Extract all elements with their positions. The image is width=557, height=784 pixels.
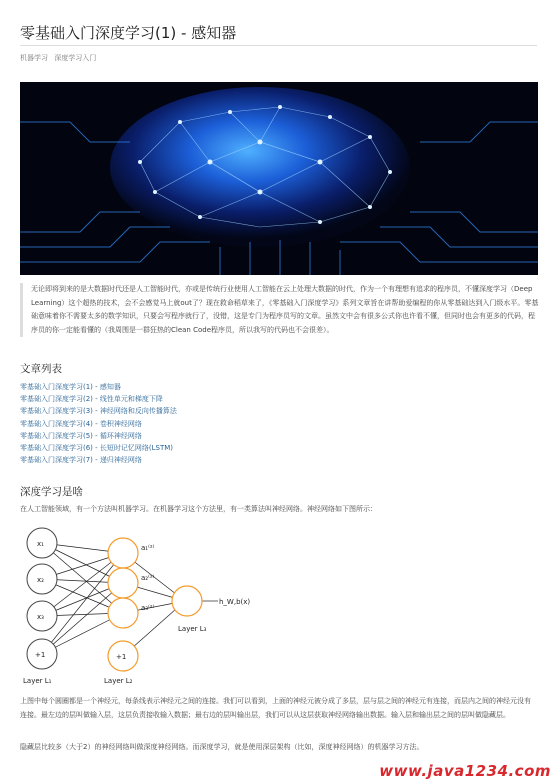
section-paragraph: 在人工智能领域，有一个方法叫机器学习。在机器学习这个方法里，有一类算法叫神经网络。神经网络如下图所示： xyxy=(20,505,377,513)
output-label: h_W,b(x) xyxy=(219,598,251,606)
toc-link[interactable]: 零基础入门深度学习(7) - 递归神经网络 xyxy=(20,456,142,465)
section-heading: 深度学习是啥 xyxy=(20,486,83,498)
toc-heading: 文章列表 xyxy=(20,363,62,375)
intro-quote: 无论即将到来的是大数据时代还是人工智能时代，亦或是传统行业使用人工智能在云上处理大数据的时代，作为一个有理想有追求的程序员，不懂深度学习（Deep Learning）这个超热的技术，会不会感觉马上就out了？现在救命稻草来了，《零基础入门深度学习》系列文章旨在讲帮助爱编程的你从零基础达到入门级水平。零基础意味着你不需要太多的数学知识，只要会写程序就行了，没错，这是专门为程序员写的文章。虽然文中会有很多公式你也许看不懂，但同时也会有更多的代码，程序员的你一定能看懂的（我周围是一群狂热的Clean Code程序员，所以我写的代码也不会很差）。 xyxy=(20,283,541,337)
hidden-neuron xyxy=(108,598,138,628)
hidden-label: a₂⁽²⁾ xyxy=(141,574,155,582)
hidden-label: +1 xyxy=(116,653,127,661)
page-title: 零基础入门深度学习(1) - 感知器 xyxy=(20,24,237,42)
tag-link[interactable]: 机器学习 xyxy=(20,54,48,62)
toc-link[interactable]: 零基础入门深度学习(4) - 卷积神经网络 xyxy=(20,419,142,428)
input-label: x₁ xyxy=(37,540,44,548)
title-divider xyxy=(20,45,537,46)
toc-link[interactable]: 零基础入门深度学习(5) - 循环神经网络 xyxy=(20,431,142,440)
output-neuron xyxy=(172,586,202,616)
layer-label: Layer L₃ xyxy=(178,625,207,633)
toc-link[interactable]: 零基础入门深度学习(3) - 神经网络和反向传播算法 xyxy=(20,407,177,416)
input-label: x₃ xyxy=(37,613,44,621)
site-watermark: www.java1234.com xyxy=(379,762,551,780)
section-paragraph: 隐藏层比较多（大于2）的神经网络叫做深度神经网络。而深度学习，就是使用深层架构（比如，深度神经网络）的机器学习方法。 xyxy=(20,743,424,751)
toc-link[interactable]: 零基础入门深度学习(2) - 线性单元和梯度下降 xyxy=(20,395,163,404)
tag-link[interactable]: 深度学习入门 xyxy=(54,54,97,62)
tag-list xyxy=(20,53,100,63)
hero-brain-circuit-image xyxy=(20,82,538,275)
section-paragraph: 上图中每个圆圈都是一个神经元，每条线表示神经元之间的连接。我们可以看到，上面的神经元被分成了多层，层与层之间的神经元有连接，而层内之间的神经元没有连接。最左边的层叫做输入层，这层负责接收输入数据；最右边的层叫输出层，我们可以从这层获取神经网络输出数据。输入层和输出层之间的层叫做隐藏层。 xyxy=(20,697,531,719)
hidden-neuron xyxy=(108,568,138,598)
hidden-label: a₁⁽²⁾ xyxy=(141,544,155,552)
input-label: x₂ xyxy=(37,576,44,584)
hidden-neuron xyxy=(108,538,138,568)
layer-label: Layer L₁ xyxy=(23,677,52,685)
toc-link[interactable]: 零基础入门深度学习(6) - 长短时记忆网络(LSTM) xyxy=(20,444,174,453)
neural-network-diagram xyxy=(20,521,265,686)
hidden-label: a₃⁽²⁾ xyxy=(141,604,155,612)
input-label: +1 xyxy=(35,651,46,659)
toc-link[interactable]: 零基础入门深度学习(1) - 感知器 xyxy=(20,383,121,391)
layer-label: Layer L₂ xyxy=(104,677,133,685)
toc-list xyxy=(20,381,177,466)
